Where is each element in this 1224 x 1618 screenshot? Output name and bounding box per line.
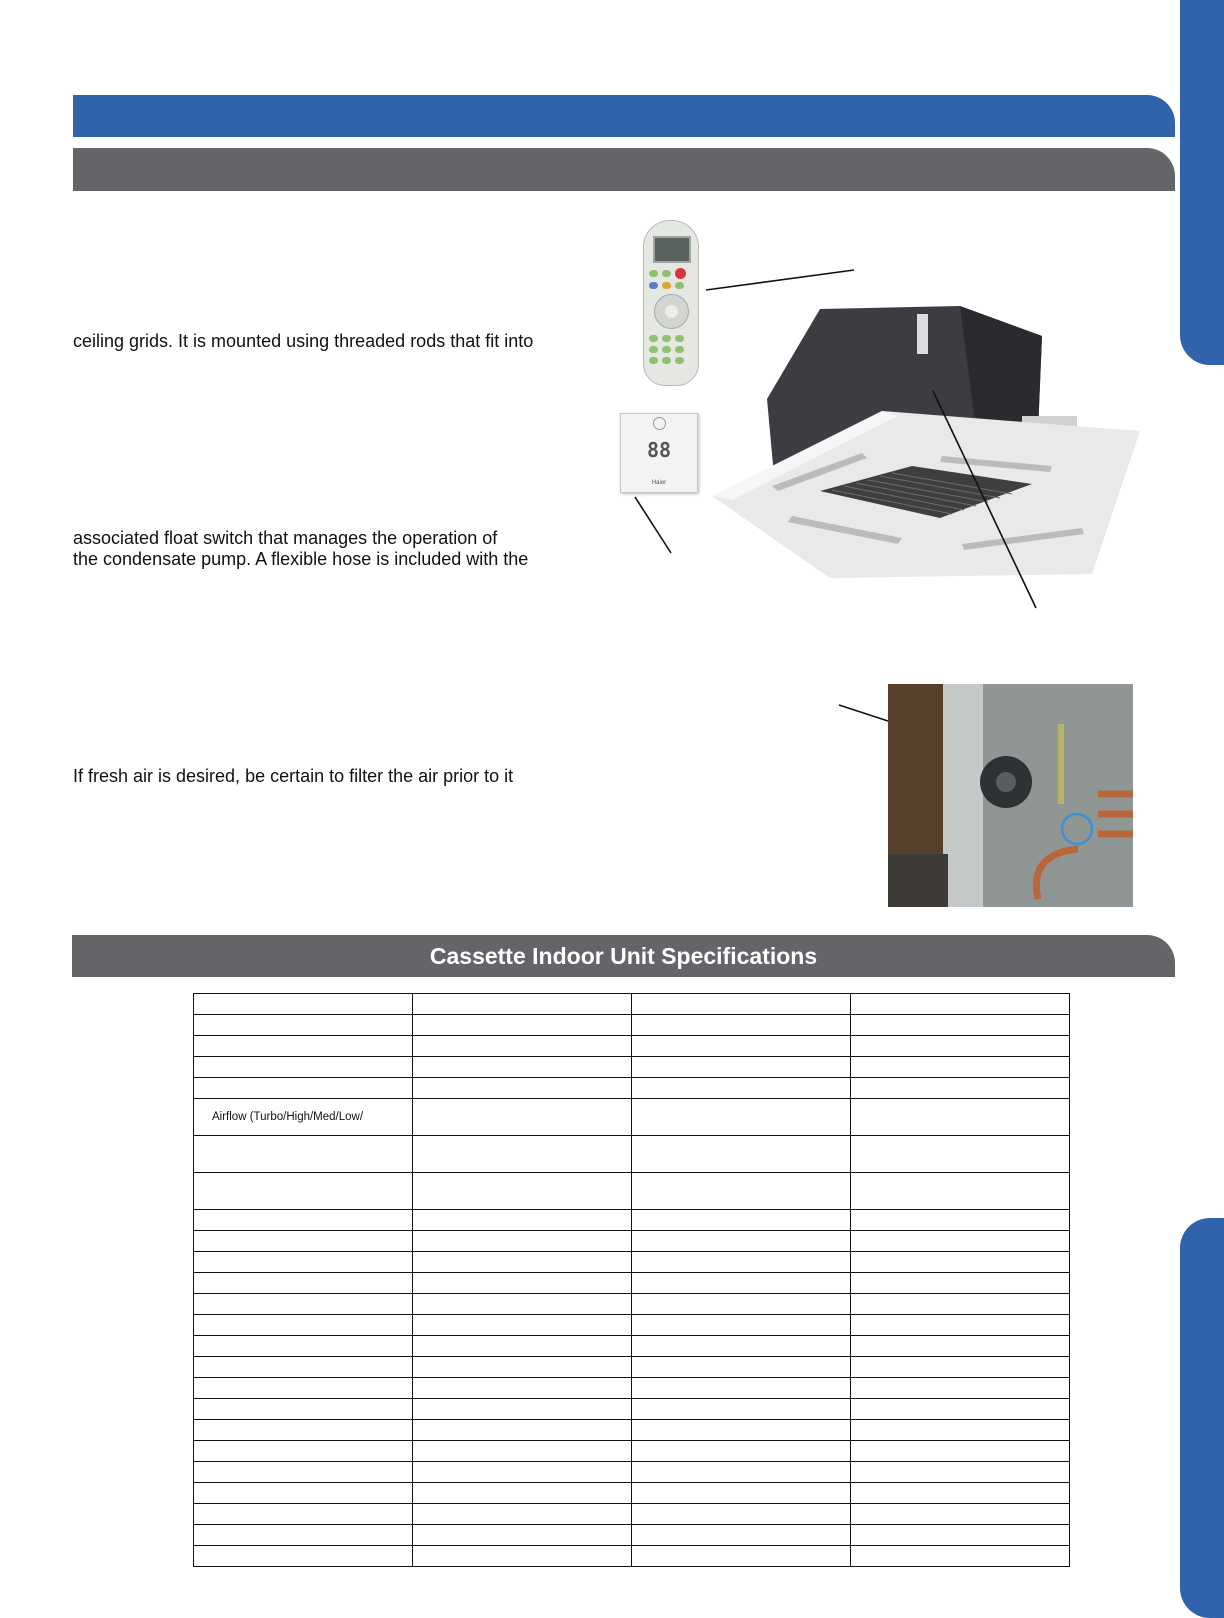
spec-table-cell [413, 1036, 632, 1057]
spec-table-cell [413, 1483, 632, 1504]
interior-float-switch [1058, 724, 1064, 804]
spec-table-cell [851, 1252, 1070, 1273]
spec-table-cell [632, 1399, 851, 1420]
side-tab-top [1180, 0, 1224, 365]
spec-table-row [194, 1136, 1070, 1173]
body-text-line: If fresh air is desired, be certain to filter the air prior to it [73, 766, 514, 786]
spec-table-cell [413, 1294, 632, 1315]
wall-controller-image [620, 413, 698, 493]
spec-table-cell [632, 1099, 851, 1136]
spec-table-cell [851, 1136, 1070, 1173]
spec-table-cell [194, 1504, 413, 1525]
spec-table-cell [413, 1015, 632, 1036]
spec-table-cell [194, 1357, 413, 1378]
spec-table-cell [851, 1378, 1070, 1399]
spec-table-cell [851, 1231, 1070, 1252]
spec-table-cell [413, 1336, 632, 1357]
spec-table-cell [413, 1231, 632, 1252]
spec-table-cell [851, 1357, 1070, 1378]
interior-fan-hub [996, 772, 1016, 792]
spec-table-cell [632, 1462, 851, 1483]
spec-table-cell [632, 1252, 851, 1273]
spec-table-cell [851, 1057, 1070, 1078]
spec-table-cell [194, 1441, 413, 1462]
spec-table-cell [413, 1462, 632, 1483]
spec-table-cell [632, 1057, 851, 1078]
spec-table-cell [194, 1525, 413, 1546]
spec-table-cell [194, 994, 413, 1015]
remote-button [675, 346, 684, 353]
spec-table-row [194, 1399, 1070, 1420]
remote-button [649, 335, 658, 342]
spec-table-cell [632, 1378, 851, 1399]
spec-table-cell [632, 1078, 851, 1099]
spec-table-cell [851, 1078, 1070, 1099]
spec-table-cell [632, 1273, 851, 1294]
spec-table-cell [413, 1252, 632, 1273]
spec-table-cell [851, 1015, 1070, 1036]
spec-table-row [194, 1525, 1070, 1546]
remote-button [662, 270, 671, 277]
spec-table-cell [632, 1210, 851, 1231]
controller-sensor-ring [653, 417, 666, 430]
spec-table-cell [413, 1357, 632, 1378]
spec-table-row [194, 1378, 1070, 1399]
remote-button [649, 270, 658, 277]
spec-table-cell [413, 1057, 632, 1078]
remote-button [649, 282, 658, 289]
spec-table-cell [413, 1273, 632, 1294]
spec-table-cell [851, 1483, 1070, 1504]
spec-table-cell [632, 1504, 851, 1525]
spec-table-cell [413, 1525, 632, 1546]
cassette-unit-image [712, 306, 1140, 584]
remote-button [675, 335, 684, 342]
remote-button [662, 282, 671, 289]
spec-table-cell [851, 1441, 1070, 1462]
spec-table-row [194, 1078, 1070, 1099]
spec-table-cell [413, 1078, 632, 1099]
spec-table-cell [632, 1336, 851, 1357]
spec-table-cell [851, 1420, 1070, 1441]
spec-table-cell [413, 1399, 632, 1420]
spec-table-row [194, 1057, 1070, 1078]
remote-dpad [654, 294, 689, 329]
spec-table-cell [851, 1546, 1070, 1567]
spec-table-row [194, 1546, 1070, 1567]
spec-table-cell [413, 1173, 632, 1210]
remote-screen [653, 236, 691, 263]
spec-table-row [194, 1252, 1070, 1273]
spec-table-cell [851, 1336, 1070, 1357]
spec-table-cell [194, 1057, 413, 1078]
spec-table-cell [413, 1136, 632, 1173]
spec-table-row [194, 1462, 1070, 1483]
spec-table-body [194, 994, 1070, 1567]
spec-table-cell [632, 1136, 851, 1173]
spec-table-row [194, 1210, 1070, 1231]
spec-table-cell [851, 1504, 1070, 1525]
spec-table-cell [851, 1036, 1070, 1057]
spec-table-cell [632, 994, 851, 1015]
header-band-gray [73, 148, 1175, 191]
spec-table-cell [632, 1231, 851, 1252]
spec-table-cell [851, 994, 1070, 1015]
remote-control-image [643, 220, 699, 386]
spec-table-cell [632, 1036, 851, 1057]
spec-table-cell [632, 1525, 851, 1546]
leader-line [706, 270, 854, 290]
spec-table-row [194, 1273, 1070, 1294]
cassette-interior-photo [888, 684, 1133, 907]
spec-table-cell [851, 1525, 1070, 1546]
spec-table-cell [194, 1210, 413, 1231]
spec-table-row [194, 1099, 1070, 1136]
leader-line [839, 705, 888, 721]
interior-fitting [888, 854, 948, 907]
spec-section-title: Cassette Indoor Unit Specifications [72, 935, 1175, 977]
spec-table-row [194, 1015, 1070, 1036]
remote-button [649, 357, 658, 364]
remote-button [662, 357, 671, 364]
spec-table-cell [413, 994, 632, 1015]
leader-line [635, 497, 671, 553]
spec-table-cell [194, 1399, 413, 1420]
body-text-line: associated float switch that manages the operation of [73, 528, 498, 548]
spec-table-cell [194, 1462, 413, 1483]
spec-table-cell [413, 1546, 632, 1567]
spec-table-row [194, 994, 1070, 1015]
spec-table-row [194, 1483, 1070, 1504]
spec-table-cell [194, 1036, 413, 1057]
spec-table-cell [194, 1273, 413, 1294]
spec-table-cell: Airflow (Turbo/High/Med/Low/ [194, 1099, 413, 1136]
spec-table-row [194, 1441, 1070, 1462]
spec-table-cell [632, 1441, 851, 1462]
body-text-line: ceiling grids. It is mounted using threaded rods that fit into [73, 331, 534, 351]
spec-table-cell [632, 1294, 851, 1315]
spec-table-cell [851, 1399, 1070, 1420]
spec-table-cell [632, 1015, 851, 1036]
spec-table-cell [851, 1173, 1070, 1210]
remote-button [662, 335, 671, 342]
spec-table-cell [194, 1378, 413, 1399]
spec-table-cell [194, 1136, 413, 1173]
spec-table-row [194, 1173, 1070, 1210]
side-tab-bottom [1180, 1218, 1224, 1618]
remote-button [649, 346, 658, 353]
spec-table-cell [194, 1315, 413, 1336]
spec-table-cell [194, 1015, 413, 1036]
spec-table-row [194, 1357, 1070, 1378]
spec-table-cell [851, 1462, 1070, 1483]
spec-table-cell [194, 1483, 413, 1504]
spec-table-cell [413, 1504, 632, 1525]
spec-table-cell [632, 1357, 851, 1378]
spec-table-cell [851, 1210, 1070, 1231]
spec-table-cell [632, 1315, 851, 1336]
spec-table-cell [632, 1420, 851, 1441]
remote-button [662, 346, 671, 353]
spec-table-cell [194, 1252, 413, 1273]
spec-table [193, 993, 1070, 1567]
spec-table-cell [413, 1099, 632, 1136]
spec-table-row [194, 1231, 1070, 1252]
spec-table-cell [413, 1441, 632, 1462]
remote-button [675, 357, 684, 364]
spec-table-cell [632, 1483, 851, 1504]
spec-table-cell [851, 1315, 1070, 1336]
spec-table-row [194, 1036, 1070, 1057]
spec-table-row [194, 1504, 1070, 1525]
spec-table-cell [194, 1420, 413, 1441]
remote-button [675, 282, 684, 289]
spec-table-cell [194, 1078, 413, 1099]
spec-table-cell [851, 1294, 1070, 1315]
controller-brand-label: Haier [651, 480, 667, 486]
body-text-line: the condensate pump. A flexible hose is included with the [73, 549, 529, 569]
controller-display: 88 [646, 438, 672, 462]
spec-table-cell [851, 1273, 1070, 1294]
cassette-hanger-bracket [917, 314, 928, 354]
spec-table-row [194, 1336, 1070, 1357]
spec-table-cell [194, 1173, 413, 1210]
spec-table-cell [413, 1210, 632, 1231]
header-band-blue [73, 95, 1175, 137]
spec-table-cell [851, 1099, 1070, 1136]
spec-table-row [194, 1294, 1070, 1315]
spec-table-cell [632, 1546, 851, 1567]
spec-table-cell [194, 1294, 413, 1315]
interior-side-wall [943, 684, 983, 907]
spec-table-row [194, 1420, 1070, 1441]
spec-table-cell [194, 1336, 413, 1357]
remote-power-button [675, 268, 686, 279]
spec-table-cell [194, 1231, 413, 1252]
spec-table-cell [413, 1420, 632, 1441]
spec-table-cell [632, 1173, 851, 1210]
spec-table-row [194, 1315, 1070, 1336]
spec-table-cell [194, 1546, 413, 1567]
spec-table-cell [413, 1378, 632, 1399]
spec-table-cell [413, 1315, 632, 1336]
